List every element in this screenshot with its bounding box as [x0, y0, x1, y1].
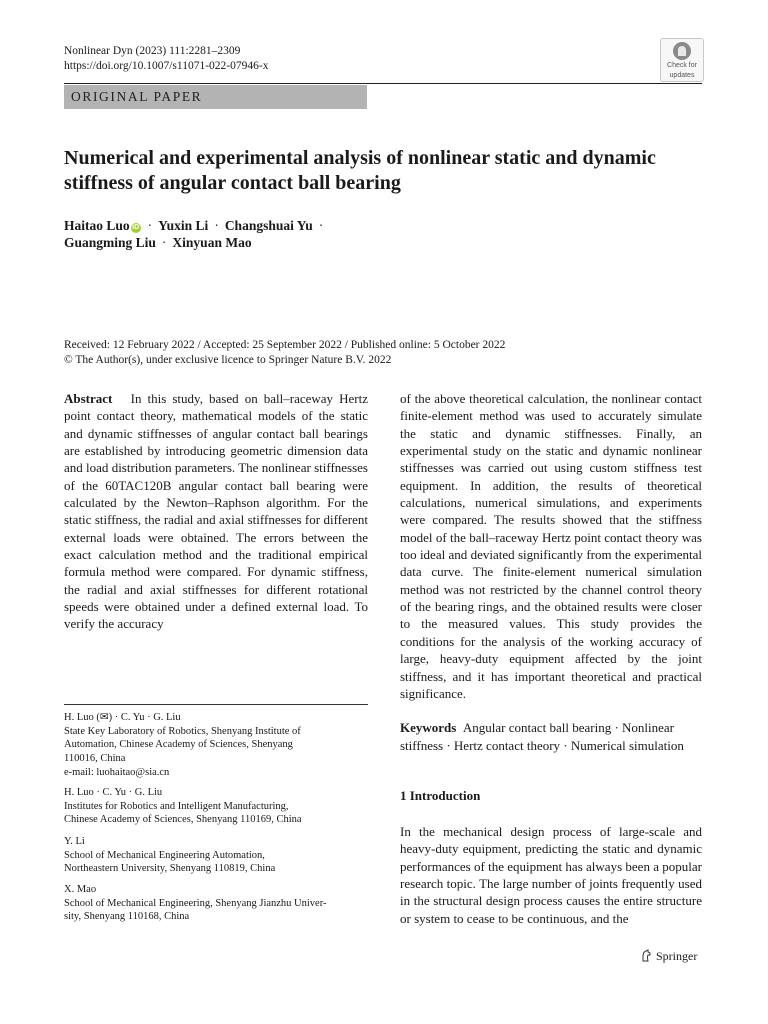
- check-for-updates-badge[interactable]: [660, 38, 704, 82]
- author-name[interactable]: Xinyuan Mao: [172, 235, 252, 250]
- introduction-text: In the mechanical design process of large-scale and heavy-duty equipment, predicting the static and dynamic performances of the equipment has always been a popular research topic. The large number of joints frequently used in the structural design process causes the entire structure or system to cease to be continuous, and the: [400, 824, 702, 926]
- author-name[interactable]: Haitao Luo: [64, 218, 130, 233]
- affiliation-names: Y. Li: [64, 836, 85, 847]
- springer-horse-icon: [640, 949, 653, 962]
- affiliation-block: [64, 835, 370, 876]
- affiliation-line: Automation, Chinese Academy of Sciences, Shenyang: [64, 739, 293, 751]
- author-separator: ·: [161, 235, 167, 250]
- keywords-heading: Keywords: [400, 720, 457, 735]
- header-rule: [64, 83, 702, 84]
- keywords-text: Angular contact ball bearing · Nonlinear stiffness · Hertz contact theory · Numerical simulation: [400, 720, 684, 753]
- abstract-left-column: [64, 390, 368, 633]
- affiliation-line: Institutes for Robotics and Intelligent Manufacturing,: [64, 800, 289, 812]
- affiliation-line: School of Mechanical Engineering, Shenyang Jianzhu Univer-: [64, 897, 327, 909]
- check-label-line1: Check for: [667, 62, 697, 69]
- affiliation-block: [64, 786, 370, 827]
- author-separator: ·: [147, 218, 153, 233]
- affiliation-names: X. Mao: [64, 884, 97, 895]
- abstract-right-column: of the above theoretical calculation, the nonlinear contact finite-element method was used to accurately simulate the static and dynamic stiffnesses. Finally, an experimental study on the static and dynamic nonlinear stiffnesses was carried out using custom stiffness test equipment. In addition, the results of theoretical calculations, numerical simulations, and experiments were compared. The results showed that the stiffness model of the ball–raceway Hertz point contact theory was too ideal and deviated significantly from the experimental data curve. The finite-element numerical simulation method was not restricted by the channel control theory of the bearing rings, and the obtained results were closer to the measured values. This study provides the conditions for the analysis of the working accuracy of large, heavy-duty equipment affected by the joint stiffness, and it has important theoretical and practical significance.: [400, 391, 702, 701]
- abstract-heading: Abstract: [64, 391, 113, 406]
- author-name[interactable]: Guangming Liu: [64, 235, 156, 250]
- journal-citation: Nonlinear Dyn (2023) 111:2281–2309: [64, 45, 241, 57]
- affiliation-line: Chinese Academy of Sciences, Shenyang 110169, China: [64, 814, 302, 826]
- paper-type-badge: ORIGINAL PAPER: [64, 85, 367, 109]
- copyright-line: © The Author(s), under exclusive licence to Springer Nature B.V. 2022: [64, 353, 392, 366]
- author-line-1: [64, 217, 684, 234]
- affiliation-line: State Key Laboratory of Robotics, Shenyang Institute of: [64, 725, 301, 737]
- keywords-block: [400, 719, 702, 754]
- abstract-text-left: In this study, based on ball–raceway Hertz point contact theory, mathematical models of the static and dynamic stiffnesses of angular contact ball bearings are established by introducing geometric dimension data and load distribution parameters. The nonlinear stiffnesses of the 60TAC120B angular contact ball bearing were calculated by the Newton–Raphson algorithm. For the static stiffness, the radial and axial stiffnesses for different external loads were obtained. The errors between the exact calculation method and the traditional empirical formula method were compared. For dynamic stiffness, the radial and axial stiffnesses for different rotational speeds were obtained under a defined external load. To verify the accuracy: [64, 391, 368, 632]
- orcid-icon[interactable]: iD: [132, 224, 140, 231]
- affiliation-block: [64, 711, 370, 780]
- author-line-2: [64, 234, 684, 251]
- publication-dates: [64, 338, 704, 367]
- author-list: [64, 217, 684, 251]
- affiliation-line: sity, Shenyang 110168, China: [64, 911, 190, 923]
- doi-link[interactable]: https://doi.org/10.1007/s11071-022-07946-x: [64, 60, 269, 72]
- footnote-rule: [64, 704, 368, 705]
- author-name[interactable]: Yuxin Li: [158, 218, 209, 233]
- publisher-logo: [640, 948, 697, 964]
- journal-header: [64, 44, 268, 74]
- affiliation-email[interactable]: e-mail: luohaitao@sia.cn: [64, 766, 170, 778]
- author-name[interactable]: Changshuai Yu: [224, 218, 313, 233]
- affiliation-line: School of Mechanical Engineering Automation,: [64, 849, 265, 861]
- dates-line: Received: 12 February 2022 / Accepted: 25 September 2022 / Published online: 5 October 2022: [64, 339, 506, 351]
- check-label-line2: updates: [669, 71, 695, 79]
- author-separator: ·: [318, 218, 324, 233]
- bookmark-icon: [673, 42, 691, 60]
- affiliation-block: [64, 883, 370, 924]
- affiliation-names: H. Luo (✉) · C. Yu · G. Liu: [64, 712, 181, 723]
- section-heading-introduction: 1 Introduction: [400, 788, 481, 803]
- affiliation-names: H. Luo · C. Yu · G. Liu: [64, 787, 163, 798]
- publisher-name: Springer: [656, 949, 698, 963]
- affiliation-line: 110016, China: [64, 753, 126, 765]
- author-separator: ·: [214, 218, 219, 233]
- paper-title: Numerical and experimental analysis of nonlinear static and dynamic stiffness of angular contact ball bearing: [64, 147, 656, 194]
- affiliation-line: Northeastern University, Shenyang 110819, China: [64, 863, 276, 875]
